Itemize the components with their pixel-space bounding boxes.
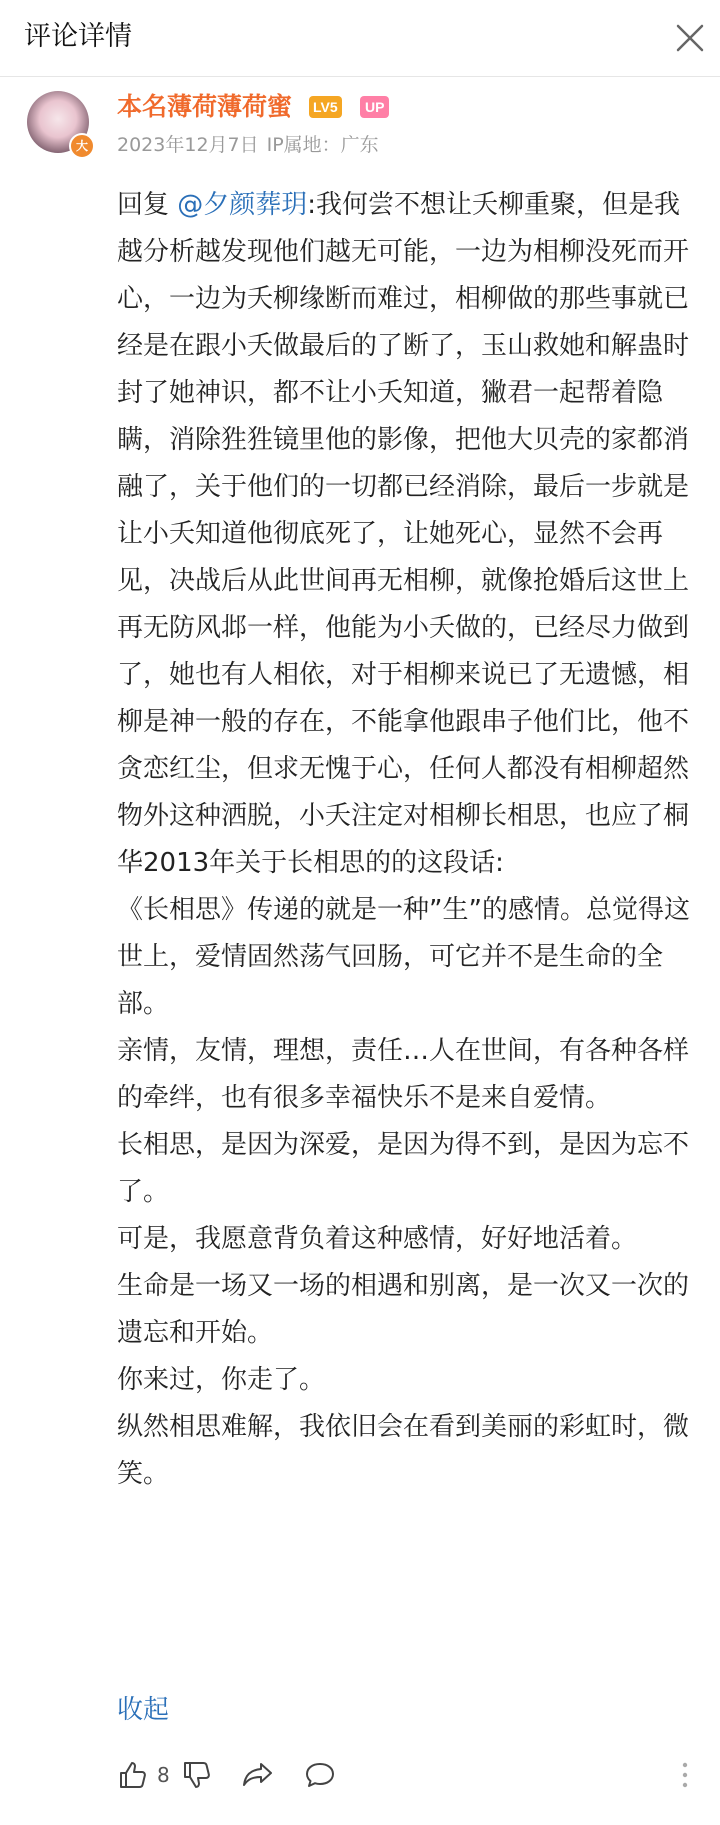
- comment-body: [117, 182, 693, 1498]
- comment-date: 2023年12月7日: [117, 134, 259, 156]
- like-button[interactable]: [117, 1755, 170, 1795]
- comment-paragraph: 你来过，你走了。: [117, 1365, 326, 1395]
- username[interactable]: 本名薄荷薄荷蜜: [117, 92, 293, 121]
- ip-location: IP属地：广东: [266, 134, 379, 156]
- comment-paragraph: 可是，我愿意背负着这种感情，好好地活着。: [117, 1224, 638, 1254]
- like-count: 8: [157, 1763, 170, 1787]
- share-button[interactable]: [241, 1755, 275, 1795]
- page-title: 评论详情: [24, 21, 132, 52]
- comment-paragraph: 生命是一场又一场的相遇和别离，是一次又一次的遗忘和开始。: [117, 1271, 690, 1348]
- mention-link[interactable]: @夕颜葬玥: [177, 190, 308, 220]
- comment-icon: [303, 1759, 337, 1791]
- collapse-link[interactable]: 收起: [117, 1695, 170, 1725]
- comment-paragraph: 长相思，是因为深爱，是因为得不到，是因为忘不了。: [117, 1130, 690, 1207]
- comment-paragraph: 《长相思》传递的就是一种”生”的感情。总觉得这世上，爱情固然荡气回肠，可它并不是生命的全部。: [117, 895, 690, 1019]
- more-vertical-icon[interactable]: [677, 1759, 693, 1791]
- comment-paragraph: [117, 182, 693, 887]
- thumbs-up-icon: [117, 1759, 149, 1791]
- up-badge: UP: [360, 96, 389, 118]
- comment-text: :我何尝不想让夭柳重聚，但是我越分析越发现他们越无可能，一边为相柳没死而开心，一边为夭柳缘断而难过，相柳做的那些事就已经是在跟小夭做最后的了断了，玉山救她和解蛊时封了她神识，都不让小夭知道，獙君一起帮着隐瞒，消除狌狌镜里他的影像，把他大贝壳的家都消融了，关于他们的一切都已经消除，最后一步就是让小夭知道他彻底死了，让她死心，显然不会再见，决战后从此世间再无相柳，就像抢婚后这世上再无防风邶一样，他能为小夭做的，已经尽力做到了，她也有人相依，对于相柳来说已了无遗憾，相柳是神一般的存在，不能拿他跟串子他们比，他不贪恋红尘，但求无愧于心，任何人都没有相柳超然物外这种洒脱，小夭注定对相柳长相思，也应了桐华2013年关于长相思的的这段话:: [117, 190, 690, 878]
- avatar[interactable]: [27, 91, 89, 153]
- reply-button[interactable]: [303, 1755, 337, 1795]
- comment-actions: [117, 1755, 693, 1795]
- thumbs-down-icon: [181, 1759, 213, 1791]
- reply-prefix: 回复: [117, 190, 178, 220]
- comment-paragraph: 纵然相思难解，我依旧会在看到美丽的彩虹时，微笑。: [117, 1412, 690, 1489]
- comment-paragraph: 亲情，友情，理想，责任…人在世间，有各种各样的牵绊，也有很多幸福快乐不是来自爱情。: [117, 1036, 690, 1113]
- top-bar: [0, 0, 720, 77]
- comment-meta: [117, 131, 387, 159]
- close-icon[interactable]: [672, 20, 708, 56]
- avatar-verified-badge: 大: [69, 133, 95, 159]
- level-badge: LV5: [309, 96, 342, 118]
- share-icon: [241, 1759, 275, 1791]
- dislike-button[interactable]: [181, 1755, 213, 1795]
